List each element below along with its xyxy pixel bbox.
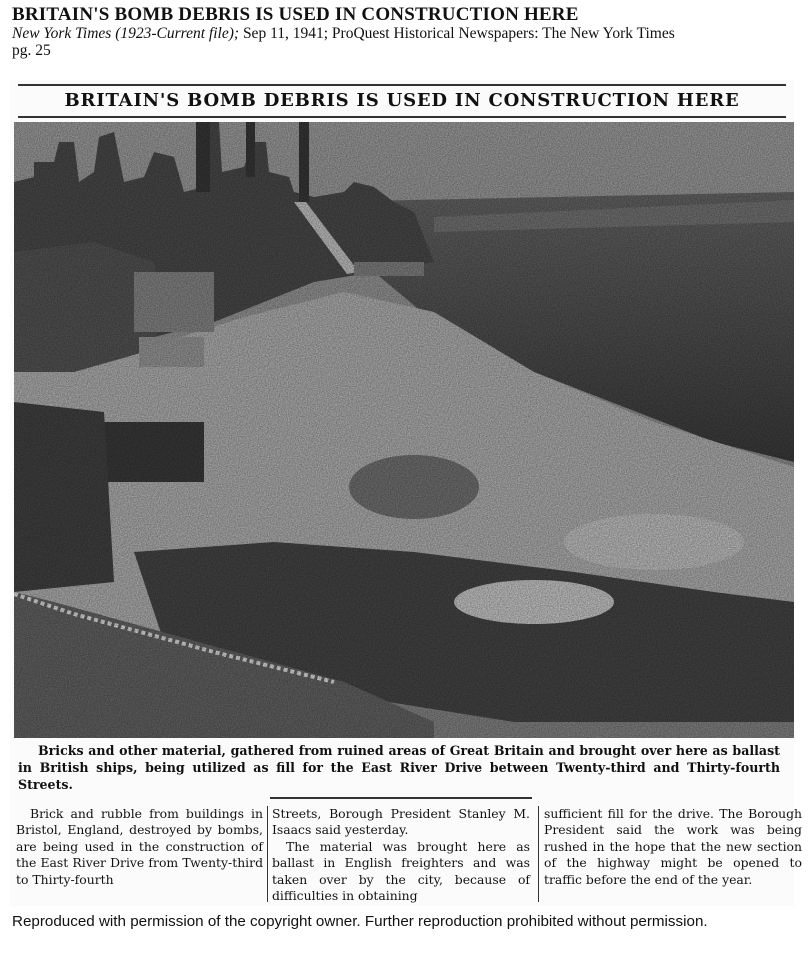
paragraph: sufficient fill for the drive. The Borough President said the work was being rushed in the hope that the new section of the highway might be opened to traffic before the end of the year. <box>544 806 802 887</box>
page-number: pg. 25 <box>12 42 51 59</box>
news-photograph <box>14 122 794 738</box>
citation <box>12 25 792 59</box>
source-name: New York Times (1923-Current file); <box>12 25 240 42</box>
paragraph: Brick and rubble from buildings in Bristol, England, destroyed by bombs, are being used in the construction of the East River Drive from Twenty-third to Thirty-fourth <box>16 806 263 887</box>
column-rule <box>538 806 539 902</box>
article-column-1 <box>16 806 263 888</box>
article-column-2 <box>272 806 530 904</box>
section-divider <box>270 797 532 799</box>
article-column-3 <box>544 806 802 888</box>
column-rule <box>267 806 268 902</box>
paragraph: Streets, Borough President Stanley M. Isaacs said yesterday. <box>272 806 530 838</box>
copyright-notice: Reproduced with permission of the copyright owner. Further reproduction prohibited without permission. <box>12 913 708 930</box>
citation-details: Sep 11, 1941; ProQuest Historical Newspapers: The New York Times <box>239 25 675 42</box>
photo-caption: Bricks and other material, gathered from ruined areas of Great Britain and brought over here as ballast in British ships, being utilized as fill for the East River Drive between Twenty-third and Thirty-fourth Streets. <box>18 743 780 792</box>
article-headline: BRITAIN'S BOMB DEBRIS IS USED IN CONSTRUCTION HERE <box>18 84 786 118</box>
document-title: BRITAIN'S BOMB DEBRIS IS USED IN CONSTRUCTION HERE <box>12 4 579 25</box>
paragraph: The material was brought here as ballast in English freighters and was taken over by the city, because of difficulties in obtaining <box>272 838 530 904</box>
